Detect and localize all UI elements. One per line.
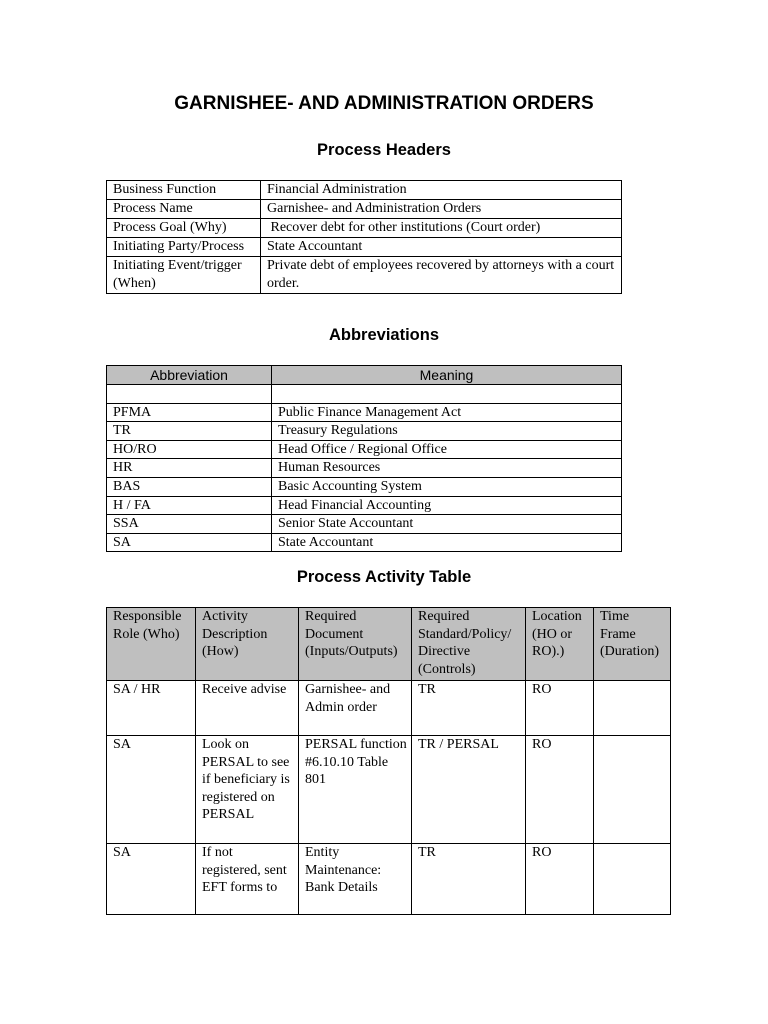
document-cell: Garnishee- and Admin order [299, 681, 412, 736]
abbreviation-cell: SA [107, 533, 272, 552]
table-row [107, 515, 622, 534]
header-label-cell: Process Name [107, 200, 261, 219]
column-header-time-frame: Time Frame (Duration) [594, 608, 671, 681]
standard-cell: TR [412, 681, 526, 736]
table-row [107, 440, 622, 459]
meaning-cell: Human Resources [272, 459, 622, 478]
abbreviation-cell: HR [107, 459, 272, 478]
abbreviation-cell: PFMA [107, 403, 272, 422]
role-cell: SA [107, 844, 196, 915]
table-row [107, 496, 622, 515]
description-cell: Receive advise [196, 681, 299, 736]
section-heading-abbreviations: Abbreviations [328, 326, 440, 344]
time-frame-cell [594, 736, 671, 844]
header-label-cell: Business Function [107, 181, 261, 200]
header-label-cell: Initiating Event/trigger (When) [107, 257, 261, 294]
section-heading-process-activity: Process Activity Table [296, 568, 472, 586]
header-value-cell: State Accountant [261, 238, 622, 257]
document-title: GARNISHEE- AND ADMINISTRATION ORDERS [174, 93, 594, 114]
meaning-cell: Senior State Accountant [272, 515, 622, 534]
meaning-cell: Basic Accounting System [272, 477, 622, 496]
column-header-required-document: Required Document (Inputs/Outputs) [299, 608, 412, 681]
table-row [107, 200, 622, 219]
section-heading-process-headers: Process Headers [317, 141, 451, 159]
process-headers-table [106, 180, 622, 294]
header-value-cell: Private debt of employees recovered by attorneys with a court order. [261, 257, 622, 294]
header-label-cell: Process Goal (Why) [107, 219, 261, 238]
time-frame-cell [594, 681, 671, 736]
description-cell: Look on PERSAL to see if beneficiary is registered on PERSAL [196, 736, 299, 844]
table-row [107, 681, 671, 736]
table-row [107, 533, 622, 552]
abbreviation-cell [107, 385, 272, 404]
table-row [107, 736, 671, 844]
column-header-responsible-role: Responsible Role (Who) [107, 608, 196, 681]
abbreviation-cell: H / FA [107, 496, 272, 515]
role-cell: SA [107, 736, 196, 844]
document-cell: PERSAL function #6.10.10 Table 801 [299, 736, 412, 844]
location-cell: RO [526, 736, 594, 844]
column-header-required-standard: Required Standard/Policy/ Directive (Controls) [412, 608, 526, 681]
process-activity-table [106, 607, 671, 915]
table-row [107, 459, 622, 478]
column-header-activity-description: Activity Description (How) [196, 608, 299, 681]
table-row [107, 385, 622, 404]
table-row [107, 403, 622, 422]
abbreviation-cell: HO/RO [107, 440, 272, 459]
abbreviation-cell: TR [107, 422, 272, 441]
table-row [107, 238, 622, 257]
header-label-cell: Initiating Party/Process [107, 238, 261, 257]
meaning-cell: Head Office / Regional Office [272, 440, 622, 459]
abbreviation-cell: BAS [107, 477, 272, 496]
description-cell: If not registered, sent EFT forms to [196, 844, 299, 915]
meaning-cell: Head Financial Accounting [272, 496, 622, 515]
table-row [107, 477, 622, 496]
meaning-cell [272, 385, 622, 404]
meaning-cell: Treasury Regulations [272, 422, 622, 441]
meaning-cell: State Accountant [272, 533, 622, 552]
table-row [107, 181, 622, 200]
column-header-abbreviation: Abbreviation [107, 366, 272, 385]
standard-cell: TR [412, 844, 526, 915]
column-header-meaning: Meaning [272, 366, 622, 385]
abbreviation-cell: SSA [107, 515, 272, 534]
standard-cell: TR / PERSAL [412, 736, 526, 844]
table-header-row [107, 608, 671, 681]
header-value-cell: Financial Administration [261, 181, 622, 200]
document-cell: Entity Maintenance: Bank Details [299, 844, 412, 915]
time-frame-cell [594, 844, 671, 915]
header-value-cell: Recover debt for other institutions (Court order) [261, 219, 622, 238]
meaning-cell: Public Finance Management Act [272, 403, 622, 422]
location-cell: RO [526, 681, 594, 736]
table-row [107, 219, 622, 238]
table-row [107, 844, 671, 915]
table-header-row [107, 366, 622, 385]
role-cell: SA / HR [107, 681, 196, 736]
abbreviations-table [106, 365, 622, 552]
column-header-location: Location (HO or RO).) [526, 608, 594, 681]
table-row [107, 422, 622, 441]
table-row [107, 257, 622, 294]
header-value-cell: Garnishee- and Administration Orders [261, 200, 622, 219]
location-cell: RO [526, 844, 594, 915]
